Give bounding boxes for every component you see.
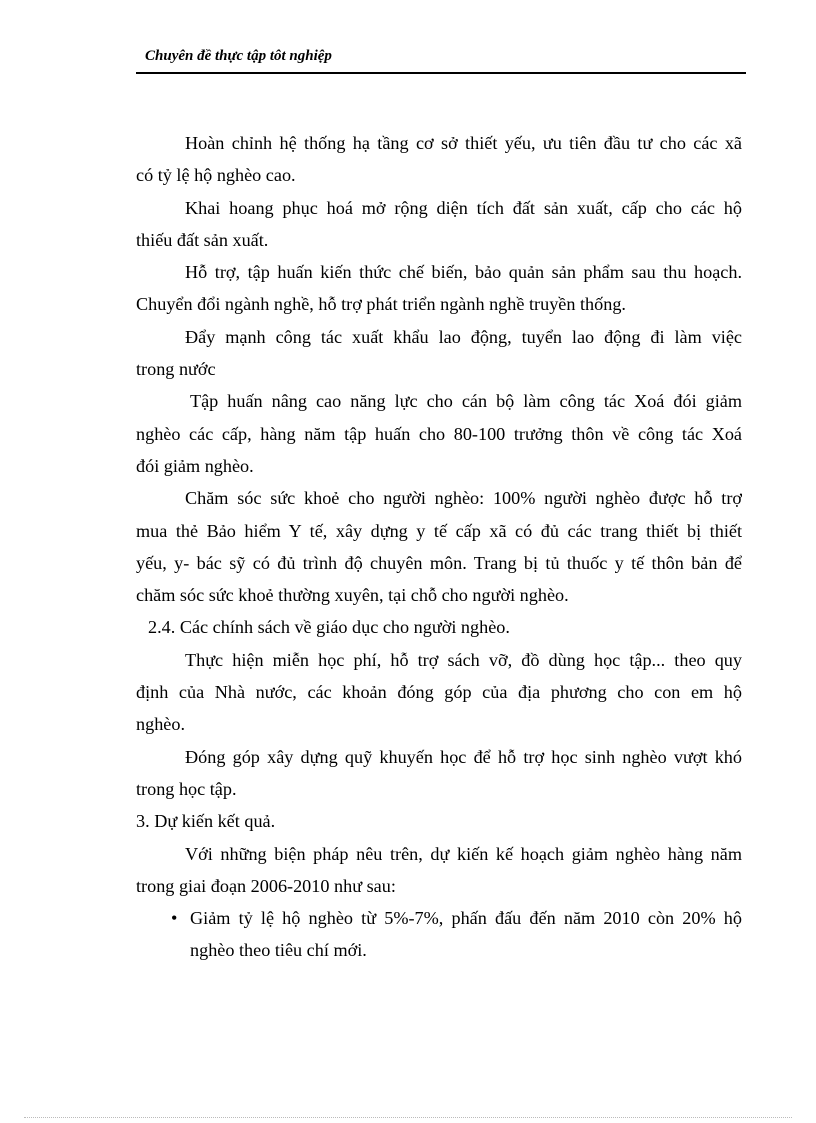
text-line: trong nước (136, 359, 216, 380)
paragraph (136, 741, 742, 806)
text-line: Tập huấn nâng cao năng lực cho cán bộ làm công tác Xoá đói giảm (190, 391, 742, 412)
paragraph (136, 127, 742, 192)
paragraph (136, 385, 742, 482)
bullet-line (136, 902, 742, 934)
text-line: định của Nhà nước, các khoản đóng góp của địa phương cho con em hộ (136, 682, 742, 703)
text-line: Thực hiện miễn học phí, hỗ trợ sách vỡ, đồ dùng học tập... theo quy (185, 649, 742, 670)
text-line: trong giai đoạn 2006-2010 như sau: (136, 875, 396, 896)
text-line: mua thẻ Bảo hiểm Y tế, xây dựng y tế cấp xã có đủ các trang thiết bị thiết (136, 520, 742, 541)
text-line: trong học tập. (136, 778, 237, 799)
text-line: thiếu đất sản xuất. (136, 229, 269, 250)
running-header: Chuyên đề thực tập tôt nghiệp (145, 48, 332, 64)
text-line: có tỷ lệ hộ nghèo cao. (136, 165, 296, 186)
paragraph (136, 838, 742, 903)
text-line: Chuyển đổi ngành nghề, hỗ trợ phát triển ngành nghề truyền thống. (136, 294, 626, 315)
text-line: Đóng góp xây dựng quỹ khuyến học để hỗ trợ học sinh nghèo vượt khó (185, 746, 742, 767)
text-line: Hoàn chỉnh hệ thống hạ tầng cơ sở thiết yếu, ưu tiên đầu tư cho các xã (185, 133, 742, 153)
paragraph (136, 321, 742, 386)
page-bottom-border (24, 1117, 792, 1118)
text-line: Đẩy mạnh công tác xuất khẩu lao động, tuyển lao động đi làm việc (185, 326, 742, 347)
paragraph (136, 611, 742, 643)
text-line: 2.4. Các chính sách về giáo dục cho người nghèo. (148, 617, 510, 638)
paragraph (136, 192, 742, 257)
bullet-text: Giảm tỷ lệ hộ nghèo từ 5%-7%, phấn đấu đến năm 2010 còn 20% hộ (190, 908, 742, 929)
bullet-item (136, 902, 742, 967)
bullet-icon: • (171, 908, 178, 929)
paragraph (136, 805, 742, 837)
text-line: Hỗ trợ, tập huấn kiến thức chế biến, bảo quản sản phẩm sau thu hoạch. (185, 262, 742, 283)
text-line: 3. Dự kiến kết quả. (136, 811, 276, 832)
paragraph (136, 644, 742, 741)
text-line: Chăm sóc sức khoẻ cho người nghèo: 100% người nghèo được hỗ trợ (185, 488, 742, 509)
bullet-line (136, 934, 742, 966)
bullet-text: nghèo theo tiêu chí mới. (190, 940, 367, 961)
text-line: nghèo các cấp, hàng năm tập huấn cho 80-100 trưởng thôn về công tác Xoá (136, 423, 742, 444)
text-line: Khai hoang phục hoá mở rộng diện tích đất sản xuất, cấp cho các hộ (185, 197, 742, 218)
text-line: đói giảm nghèo. (136, 455, 254, 476)
header-rule (136, 72, 746, 74)
paragraph (136, 256, 742, 321)
document-body (136, 127, 742, 967)
text-line: chăm sóc sức khoẻ thường xuyên, tại chỗ cho người nghèo. (136, 585, 569, 606)
text-line: Với những biện pháp nêu trên, dự kiến kế hoạch giảm nghèo hàng năm (185, 843, 742, 864)
paragraph (136, 482, 742, 611)
text-line: yếu, y- bác sỹ có đủ trình độ chuyên môn. Trang bị tủ thuốc y tế thôn bản để (136, 552, 742, 573)
text-line: nghèo. (136, 714, 185, 735)
